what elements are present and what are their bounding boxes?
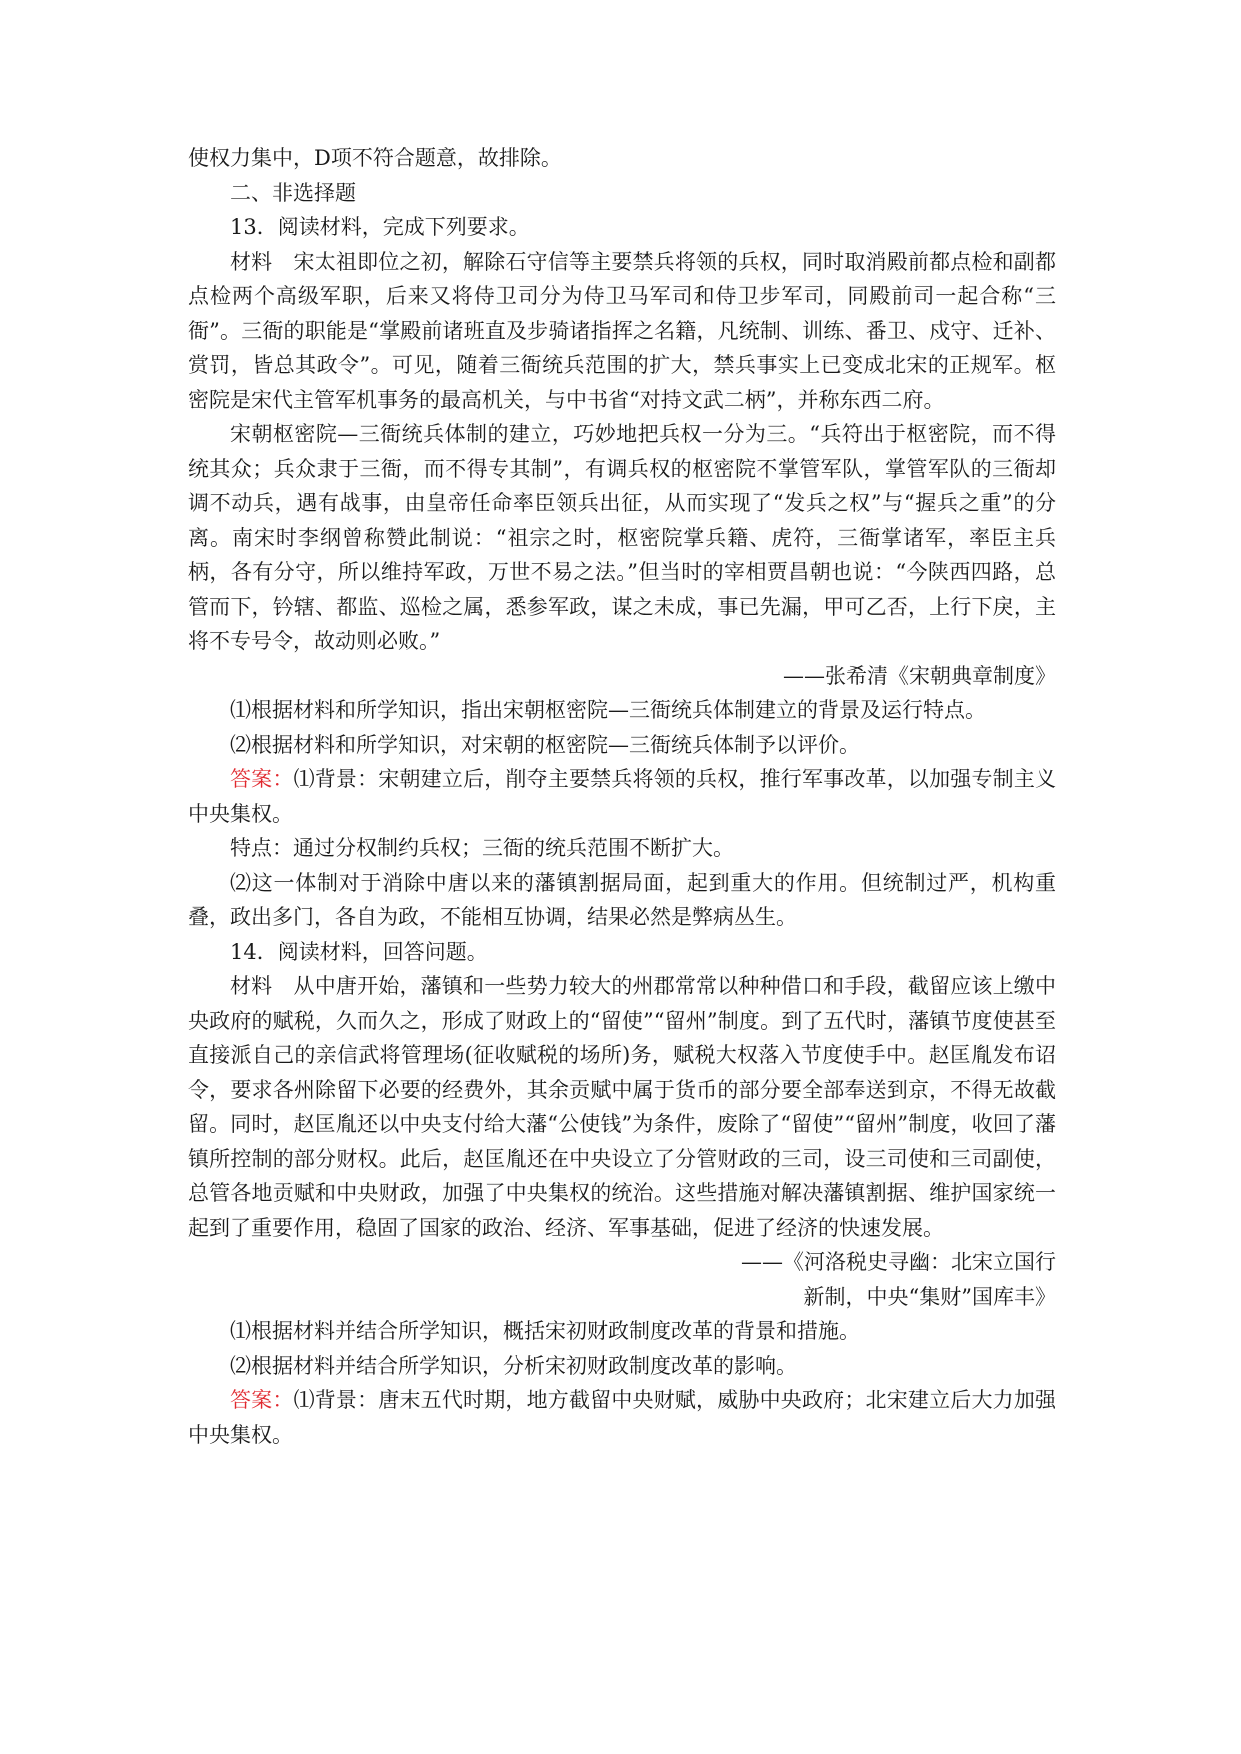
document-body [188,141,1056,1452]
answer-label: 答案： [230,767,294,791]
answer-text: ⑴背景：唐末五代时期，地方截留中央财赋，威胁中央政府；北宋建立后大力加强中央集权。 [188,1388,1057,1447]
section-heading: 二、非选择题 [230,180,356,205]
question-14-answer-1 [188,1383,1056,1452]
question-13-subquestion-1: ⑴根据材料和所学知识，指出宋朝枢密院—三衙统兵体制建立的背景及运行特点。 [230,698,986,722]
question-14-material: 材料 从中唐开始，藩镇和一些势力较大的州郡常常以种种借口和手段，截留应该上缴中央政府的赋税，久而久之，形成了财政上的“留使”“留州”制度。到了五代时，藩镇节度使甚至直接派自己的亲信武将管理场(征收赋税的场所)务，赋税大权落入节度使手中。赵匡胤发布诏令，要求各州除留下必要的经费外，其余贡赋中属于货币的部分要全部奉送到京，不得无故截留。同时，赵匡胤还以中央支付给大藩“公使钱”为条件，废除了“留使”“留州”制度，收回了藩镇所控制的部分财权。此后，赵匡胤还在中央设立了分管财政的三司，设三司使和三司副使，总管各地贡赋和中央财政，加强了中央集权的统治。这些措施对解决藩镇割据、维护国家统一起到了重要作用，稳固了国家的政治、经济、军事基础，促进了经济的快速发展。 [188,974,1056,1240]
question-13-answer-1 [188,762,1056,831]
answer-text: ⑴背景：宋朝建立后，削夺主要禁兵将领的兵权，推行军事改革，以加强专制主义中央集权。 [188,767,1057,826]
question-14-subquestion-2: ⑵根据材料并结合所学知识，分析宋初财政制度改革的影响。 [230,1353,797,1378]
question-14-prompt: 14．阅读材料，回答问题。 [230,939,488,964]
question-13-subquestion-2: ⑵根据材料和所学知识，对宋朝的枢密院—三衙统兵体制予以评价。 [230,732,860,757]
question-14-source-line-1: ——《河洛税史寻幽：北宋立国行 [741,1250,1056,1274]
question-13-prompt: 13．阅读材料，完成下列要求。 [230,215,530,239]
question-14-source-line-2: 新制，中央“集财”国库丰》 [803,1284,1056,1309]
question-13-source: ——张希清《宋朝典章制度》 [783,663,1056,688]
question-13-material-paragraph-2: 宋朝枢密院—三衙统兵体制的建立，巧妙地把兵权一分为三。“兵符出于枢密院，而不得统其众；兵众隶于三衙，而不得专其制”，有调兵权的枢密院不掌管军队，掌管军队的三衙却调不动兵，遇有战事，由皇帝任命率臣领兵出征，从而实现了“发兵之权”与“握兵之重”的分离。南宋时李纲曾称赞此制说：“祖宗之时，枢密院掌兵籍、虎符，三衙掌诸军，率臣主兵柄，各有分守，所以维持军政，万世不易之法。”但当时的宰相贾昌朝也说：“今陕西四路，总管而下，钤辖、都监、巡检之属，悉参军政，谋之未成，事已先漏，甲可乙否，上行下戾，主将不专号令，故动则必败。” [188,422,1056,653]
question-13-answer-features: 特点：通过分权制约兵权；三衙的统兵范围不断扩大。 [230,836,734,860]
answer-label: 答案： [230,1388,294,1412]
continued-answer-line: 使权力集中，D项不符合题意，故排除。 [188,146,562,170]
question-13-material-paragraph-1: 材料 宋太祖即位之初，解除石守信等主要禁兵将领的兵权，同时取消殿前都点检和副都点检两个高级军职，后来又将侍卫司分为侍卫马军司和侍卫步军司，同殿前司一起合称“三衙”。三衙的职能是“掌殿前诸班直及步骑诸指挥之名籍，凡统制、训练、番卫、戍守、迁补、赏罚，皆总其政令”。可见，随着三衙统兵范围的扩大，禁兵事实上已变成北宋的正规军。枢密院是宋代主管军机事务的最高机关，与中书省“对持文武二柄”，并称东西二府。 [188,249,1056,412]
question-14-subquestion-1: ⑴根据材料并结合所学知识，概括宋初财政制度改革的背景和措施。 [230,1319,860,1343]
question-13-answer-2: ⑵这一体制对于消除中唐以来的藩镇割据局面，起到重大的作用。但统制过严，机构重叠，政出多门，各自为政，不能相互协调，结果必然是弊病丛生。 [188,870,1056,929]
